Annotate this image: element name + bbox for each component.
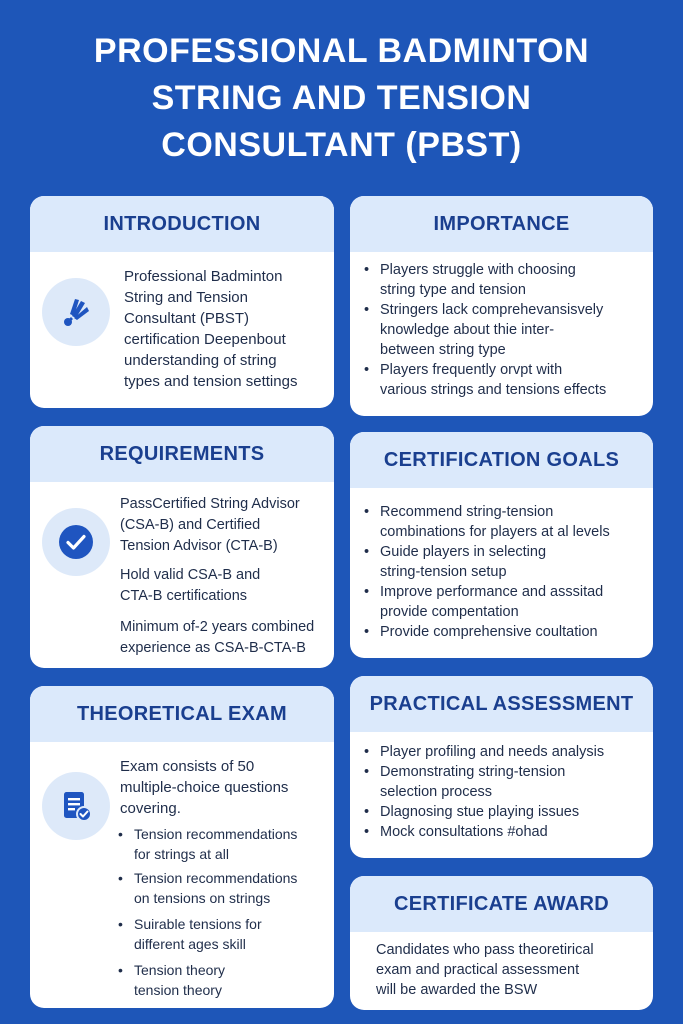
list-item (118, 960, 328, 1000)
item-line: for strings at all (134, 846, 229, 862)
item-line: • Demonstrating string-tension (380, 764, 566, 780)
intro-line: Professional Badminton (124, 268, 283, 285)
award-line: exam and practical assessment (376, 962, 580, 978)
item-line: various strings and tensions effects (380, 382, 607, 398)
theoretical-exam-heading: THEORETICAL EXAM (30, 686, 334, 742)
requirement-block (120, 617, 326, 659)
certification-goals-card (350, 432, 653, 658)
intro-line: types and tension settings (124, 373, 298, 390)
exam-topics-list (118, 824, 328, 1000)
title-line-3: CONSULTANT (PBST) (161, 126, 522, 164)
item-line: • Tension recommendations (134, 870, 298, 886)
award-line: Candidates who pass theoretirical (376, 942, 594, 958)
requirements-heading: REQUIREMENTS (30, 426, 334, 482)
importance-heading: IMPORTANCE (350, 196, 653, 252)
item-line: tension theory (134, 982, 222, 998)
list-item (364, 822, 645, 842)
item-line: selection process (380, 784, 493, 800)
importance-card (350, 196, 653, 416)
req-line: Minimum of-2 years combined (120, 619, 315, 635)
item-line: • Recommend string-tension (380, 504, 554, 520)
introduction-heading: INTRODUCTION (30, 196, 334, 252)
item-line: • Player profiling and needs analysis (380, 744, 605, 760)
practical-assessment-card (350, 676, 653, 858)
item-line: • Suirable tensions for (134, 916, 262, 932)
req-line: PassCertified String Advisor (120, 496, 300, 512)
item-line: on tensions on strings (134, 890, 271, 906)
item-line: different ages skill (134, 936, 246, 952)
goals-list (364, 502, 645, 642)
intro-line: Consultant (PBST) (124, 310, 250, 327)
item-line: string type and tension (380, 282, 526, 298)
req-line: Hold valid CSA-B and (120, 567, 261, 583)
item-line: • Guide players in selecting (380, 544, 547, 560)
introduction-card (30, 196, 334, 408)
item-line: between string type (380, 342, 506, 358)
requirement-block (120, 565, 326, 607)
item-line: provide compentation (380, 604, 519, 620)
importance-list (364, 260, 643, 400)
list-item (364, 582, 645, 622)
list-item (364, 260, 643, 300)
page-title (20, 28, 663, 169)
requirements-card (30, 426, 334, 668)
practical-assessment-heading: PRACTICAL ASSESSMENT (350, 676, 653, 732)
item-line: • Provide comprehensive coultation (380, 624, 598, 640)
requirement-block (120, 494, 326, 557)
checkmark-icon (42, 508, 110, 576)
list-item (364, 622, 645, 642)
item-line: • Players struggle with choosing (380, 262, 576, 278)
item-line: • Tension recommendations (134, 826, 298, 842)
list-item (364, 762, 645, 802)
item-line: string-tension setup (380, 564, 507, 580)
list-item (118, 914, 328, 954)
exam-intro-line: Exam consists of 50 (120, 758, 255, 775)
title-line-1: PROFESSIONAL BADMINTON (93, 32, 590, 70)
intro-line: understanding of string (124, 352, 277, 369)
list-item (118, 868, 328, 908)
exam-intro-line: covering. (120, 800, 181, 817)
assessment-list (364, 742, 645, 842)
theoretical-exam-card (30, 686, 334, 1008)
list-item (364, 502, 645, 542)
item-line: • Mock consultations #ohad (380, 824, 548, 840)
list-item (364, 802, 645, 822)
list-item (364, 542, 645, 582)
certificate-award-heading: CERTIFICATE AWARD (350, 876, 653, 932)
shuttlecock-icon (42, 278, 110, 346)
item-line: • Stringers lack comprehevansisvely (380, 302, 604, 318)
certification-goals-heading: CERTIFICATION GOALS (350, 432, 653, 488)
req-line: (CSA-B) and Certified (120, 517, 261, 533)
req-line: CTA-B certifications (120, 588, 248, 604)
list-item (364, 300, 643, 360)
item-line: • Dlagnosing stue playing issues (380, 804, 580, 820)
intro-line: String and Tension (124, 289, 248, 306)
intro-line: certification Deepenbout (124, 331, 286, 348)
list-item (364, 742, 645, 762)
item-line: knowledge about thie inter- (380, 322, 555, 338)
item-line: • Players frequently orvpt with (380, 362, 563, 378)
title-line-2: STRING AND TENSION (151, 79, 532, 117)
list-item (364, 360, 643, 400)
item-line: • Tension theory (134, 962, 226, 978)
exam-intro-line: multiple-choice questions (120, 779, 289, 796)
item-line: combinations for players at al levels (380, 524, 610, 540)
award-line: will be awarded the BSW (376, 982, 538, 998)
req-line: experience as CSA-B-CTA-B (120, 640, 306, 656)
item-line: • Improve performance and asssitad (380, 584, 604, 600)
document-check-icon (42, 772, 110, 840)
list-item (118, 824, 328, 864)
req-line: Tension Advisor (CTA-B) (120, 538, 278, 554)
certificate-award-card (350, 876, 653, 1010)
